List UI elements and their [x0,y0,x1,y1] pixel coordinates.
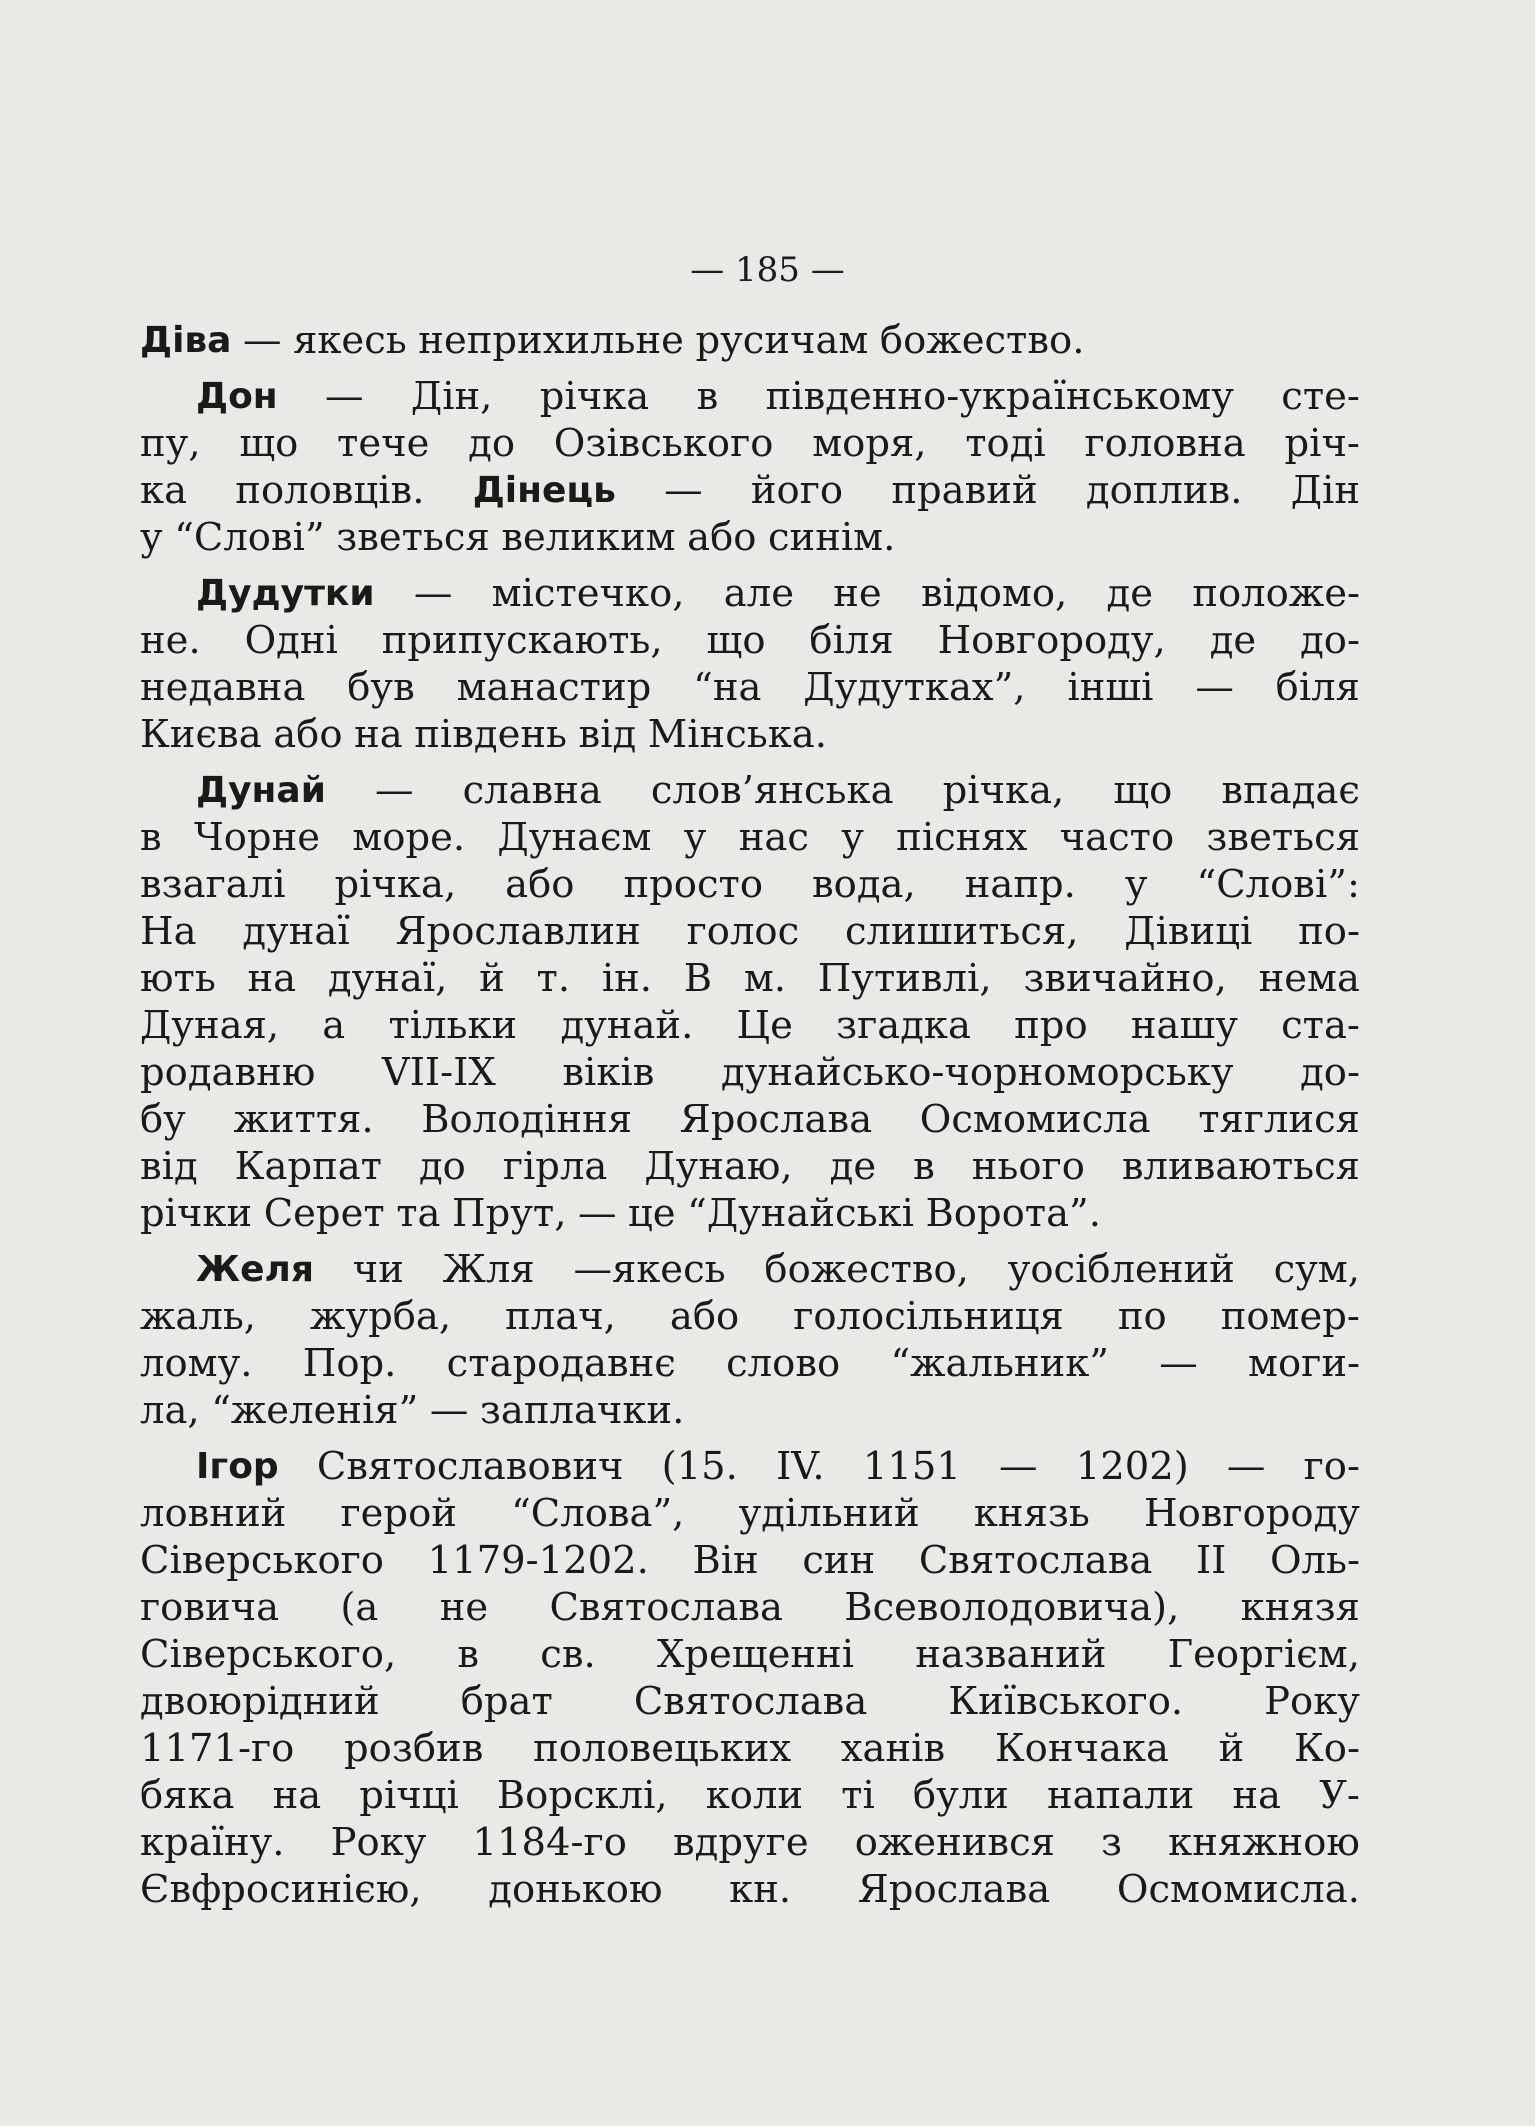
word: південно-українському [765,374,1234,419]
word: Сіверського, [140,1632,397,1677]
word: був [347,665,415,710]
word: журба, [310,1294,452,1339]
word: великим [501,515,676,560]
word: Пор. [302,1341,397,1386]
word: взагалі [140,862,286,907]
word: Одні [244,618,338,663]
word: біля [809,618,894,663]
word: Ко- [1293,1726,1360,1771]
text-line [140,1096,1360,1143]
word: недавна [140,665,306,710]
word: на [272,1773,322,1818]
text-line [140,1819,1360,1866]
word: Ярослава [679,1097,873,1142]
word: тяглися [1198,1097,1360,1142]
word: голосільниця [793,1294,1064,1339]
page-number: — 185 — [690,250,845,290]
word: — [1226,1444,1266,1489]
word: Дін [1290,468,1360,513]
word: від [140,1144,198,1189]
word: 1202) [1075,1444,1189,1489]
word: “Слові” [174,515,325,560]
word: Дуная, [140,1003,280,1048]
word: сум, [1273,1247,1360,1292]
word: де [1106,571,1154,616]
text-line [140,1772,1360,1819]
word: по [1117,1294,1167,1339]
word: припускають, [381,618,663,663]
text-line [140,1866,1360,1913]
word: донькою [488,1867,663,1912]
word: нашу [1130,1003,1238,1048]
word: піснях [896,815,1028,860]
word: чи [352,1247,404,1292]
word: Дін, [410,374,493,419]
word: Путивлі, [817,956,992,1001]
word: слишиться, [844,909,1079,954]
text-line [140,1537,1360,1584]
text-line [140,664,1360,711]
word: помер- [1220,1294,1360,1339]
text-line [140,861,1360,908]
word: у [140,515,163,560]
word: “жальник” [890,1341,1109,1386]
word: на [1232,1773,1282,1818]
word: двоюрідний [140,1679,380,1724]
word: (15. [661,1444,738,1489]
word: у [841,815,864,860]
text-line [140,1678,1360,1725]
word: Ярослава [857,1867,1051,1912]
word: тільки [388,1003,518,1048]
word: св. [540,1632,596,1677]
text-line [140,514,1360,561]
word: містечко, [491,571,685,616]
word: а [322,1003,346,1048]
word: дунаї [242,909,350,954]
word: Карпат [234,1144,382,1189]
word: м. [743,956,786,1001]
word: “Слові”: [1196,862,1360,907]
word: моги- [1248,1341,1360,1386]
text-line [140,1143,1360,1190]
word: вода, [811,862,916,907]
word: відомо, [921,571,1068,616]
text-line [140,1725,1360,1772]
word: синім. [767,515,896,560]
word: ханів [840,1726,946,1771]
text-line [140,373,1360,420]
word: від [578,712,637,757]
word: слов’янська [650,768,894,813]
word: — [243,318,282,363]
word: На [140,909,197,954]
word: але [723,571,794,616]
word: — [1159,1341,1198,1386]
word: в [696,374,719,419]
text-line [140,1190,1360,1237]
word: Георгієм, [1167,1632,1360,1677]
word: Осмомисла [919,1097,1151,1142]
word: напали [1046,1773,1195,1818]
word: й [1218,1726,1245,1771]
word: заплачки. [479,1388,685,1433]
word: та [396,1191,441,1236]
entry-headword: Дон [196,376,278,417]
word: Чорне [193,815,321,860]
word: славна [462,768,602,813]
word: дунайсько-чорноморську [720,1050,1234,1095]
word: вдруге [672,1820,809,1865]
text-line [140,1387,1360,1434]
word: якесь [293,318,407,363]
text-line [140,1631,1360,1678]
word: гірла [502,1144,608,1189]
word: або [505,862,575,907]
word: не [833,571,882,616]
word: Ворсклі, [496,1773,668,1818]
word: В [683,956,713,1001]
entry-headword: Ігор [196,1446,279,1487]
word: Серет [263,1191,385,1236]
word: (а [340,1585,379,1630]
word: в [913,1144,935,1189]
word: коли [705,1773,804,1818]
word: Святослава [549,1585,783,1630]
word: головна [1084,421,1246,466]
text-line [140,955,1360,1002]
word: до [468,421,516,466]
word: нема [1258,956,1360,1001]
word: це [628,1191,676,1236]
word: його [750,468,844,513]
word: зветься [1206,815,1360,860]
word: оженився [854,1820,1055,1865]
word: жаль, [140,1294,257,1339]
word: річка, [334,862,457,907]
word: ла, [140,1388,200,1433]
word: Ворота”. [925,1191,1101,1236]
word: У- [1319,1773,1360,1818]
word: й [479,956,505,1001]
text-line [140,1002,1360,1049]
word: Озівського [553,421,774,466]
word: Кончака [994,1726,1169,1771]
word: інші [1067,665,1154,710]
word: Євфросинією, [140,1867,422,1912]
word: IV. [776,1444,825,1489]
text-line [140,711,1360,758]
word: половців. [235,468,425,513]
word: II [1195,1538,1227,1583]
word: голос [686,909,800,954]
word: — [664,468,703,513]
word: — [429,1388,469,1433]
word: “Дунайські [687,1191,914,1236]
word: Новгороду [1144,1491,1360,1536]
word: у [683,815,707,860]
entry-headword: Дінець [472,470,616,511]
entry-headword: Желя [196,1249,314,1290]
word: Це [736,1003,793,1048]
word: неприхильне [418,318,684,363]
word: де [829,1144,877,1189]
word: герой [340,1491,457,1536]
text-line [140,1584,1360,1631]
word: лому. [140,1341,253,1386]
word: — [413,571,453,616]
word: княжною [1168,1820,1360,1865]
word: південь [414,712,567,757]
word: — [999,1444,1038,1489]
word: ін. [601,956,653,1001]
entry-headword: Дудутки [196,573,375,614]
word: Володіння [421,1097,633,1142]
word: моря, [812,421,927,466]
word: що [706,618,766,663]
word: впадає [1221,768,1360,813]
word: до- [1300,1050,1360,1095]
word: згадка [836,1003,971,1048]
word: розбив [344,1726,484,1771]
word: що [1113,768,1173,813]
word: Святослава [918,1538,1153,1583]
word: або [669,1294,740,1339]
word: на [354,712,403,757]
word: Дівиці [1124,909,1253,954]
word: доплив. [1085,468,1243,513]
word: Ярославлин [395,909,641,954]
word: Хрещенні [656,1632,855,1677]
text-line [140,1490,1360,1537]
word: Дунаю, [644,1144,793,1189]
word: або [687,515,757,560]
word: Року [330,1820,427,1865]
word: 1184-го [472,1820,627,1865]
word: в [140,815,162,860]
word: — [578,1191,617,1236]
text-line [140,814,1360,861]
word: біля [1275,665,1360,710]
word: Дунаєм [497,815,652,860]
word: удільний [738,1491,920,1536]
word: кн. [729,1867,792,1912]
word: Року [1264,1679,1360,1724]
entry-headword: Дунай [196,770,326,811]
word: Новгороду, [937,618,1166,663]
word: бу [140,1097,186,1142]
text-line [140,617,1360,664]
word: Всеволодовича), [844,1585,1180,1630]
word: дунай. [560,1003,694,1048]
word: річки [140,1191,253,1236]
word: брат [460,1679,553,1724]
word: правий [891,468,1038,513]
word: дунаї, [327,956,448,1001]
word: були [912,1773,1009,1818]
word: не. [140,618,201,663]
word: або [273,712,343,757]
word: пу, [140,421,201,466]
text-line [140,570,1360,617]
text-line [140,767,1360,814]
word: ловний [140,1491,287,1536]
word: нього [971,1144,1085,1189]
word: ста- [1281,1003,1360,1048]
word: 1179-1202. [427,1538,649,1583]
word: Оль- [1269,1538,1360,1583]
text-line [140,1049,1360,1096]
word: “на [693,665,762,710]
word: сте- [1281,374,1360,419]
word: “желенія” [211,1388,419,1433]
word: море. [352,815,466,860]
word: русичам [695,318,869,363]
text-line [140,908,1360,955]
word: божество, [764,1247,969,1292]
word: “Слова”, [511,1491,685,1536]
word: до- [1300,618,1360,663]
word: положе- [1192,571,1360,616]
word: річка, [942,768,1065,813]
word: — [375,768,414,813]
word: річ- [1284,421,1360,466]
word: Прут, [452,1191,567,1236]
word: слово [726,1341,841,1386]
word: де [1209,618,1257,663]
text-line [140,1443,1360,1490]
word: плач, [505,1294,616,1339]
word: Святослава [633,1679,868,1724]
word: просто [623,862,763,907]
word: — [325,374,364,419]
word: нас [738,815,809,860]
word: напр. [964,862,1076,907]
word: Святославович [316,1444,624,1489]
word: стародавнє [446,1341,676,1386]
word: ка [140,468,188,513]
word: —якесь [573,1247,726,1292]
word: Київського. [948,1679,1184,1724]
word: віків [562,1050,655,1095]
word: божество. [879,318,1085,363]
word: до [418,1144,466,1189]
word: 1151 [862,1444,961,1489]
word: тоді [965,421,1046,466]
word: життя. [233,1097,374,1142]
word: звичайно, [1023,956,1227,1001]
word: Сіверського [140,1538,384,1583]
word: зветься [336,515,490,560]
word: син [802,1538,876,1583]
word: вливаються [1121,1144,1360,1189]
word: тече [337,421,430,466]
word: бяка [140,1773,235,1818]
page-text [140,317,1360,1913]
word: — [1195,665,1234,710]
word: ють [140,956,216,1001]
word: не [439,1585,489,1630]
text-line [140,420,1360,467]
text-line [140,467,1360,514]
text-line [140,1246,1360,1293]
word: на [247,956,297,1001]
word: Києва [140,712,262,757]
word: го- [1303,1444,1360,1489]
word: про [1014,1003,1088,1048]
word: родавню [140,1050,316,1095]
entry-headword: Діва [140,320,232,361]
word: Жля [442,1247,535,1292]
text-line [140,1293,1360,1340]
word: річці [359,1773,459,1818]
word: 1171-го [140,1726,295,1771]
word: т. [536,956,571,1001]
word: Дудутках”, [803,665,1026,710]
word: Осмомисла. [1116,1867,1360,1912]
word: річка [539,374,650,419]
word: з [1101,1820,1123,1865]
word: названий [915,1632,1107,1677]
word: ті [841,1773,875,1818]
word: князя [1240,1585,1360,1630]
word: Мінська. [647,712,827,757]
word: по- [1298,909,1360,954]
word: у [1124,862,1148,907]
word: країну. [140,1820,285,1865]
word: половецьких [533,1726,792,1771]
word: говича [140,1585,280,1630]
word: Він [692,1538,759,1583]
text-line [140,1340,1360,1387]
word: уосіблений [1007,1247,1235,1292]
word: що [239,421,299,466]
word: манастир [456,665,652,710]
word: часто [1059,815,1175,860]
word: VII-IX [381,1050,496,1095]
text-line [140,317,1360,364]
word: в [457,1632,480,1677]
word: князь [973,1491,1090,1536]
